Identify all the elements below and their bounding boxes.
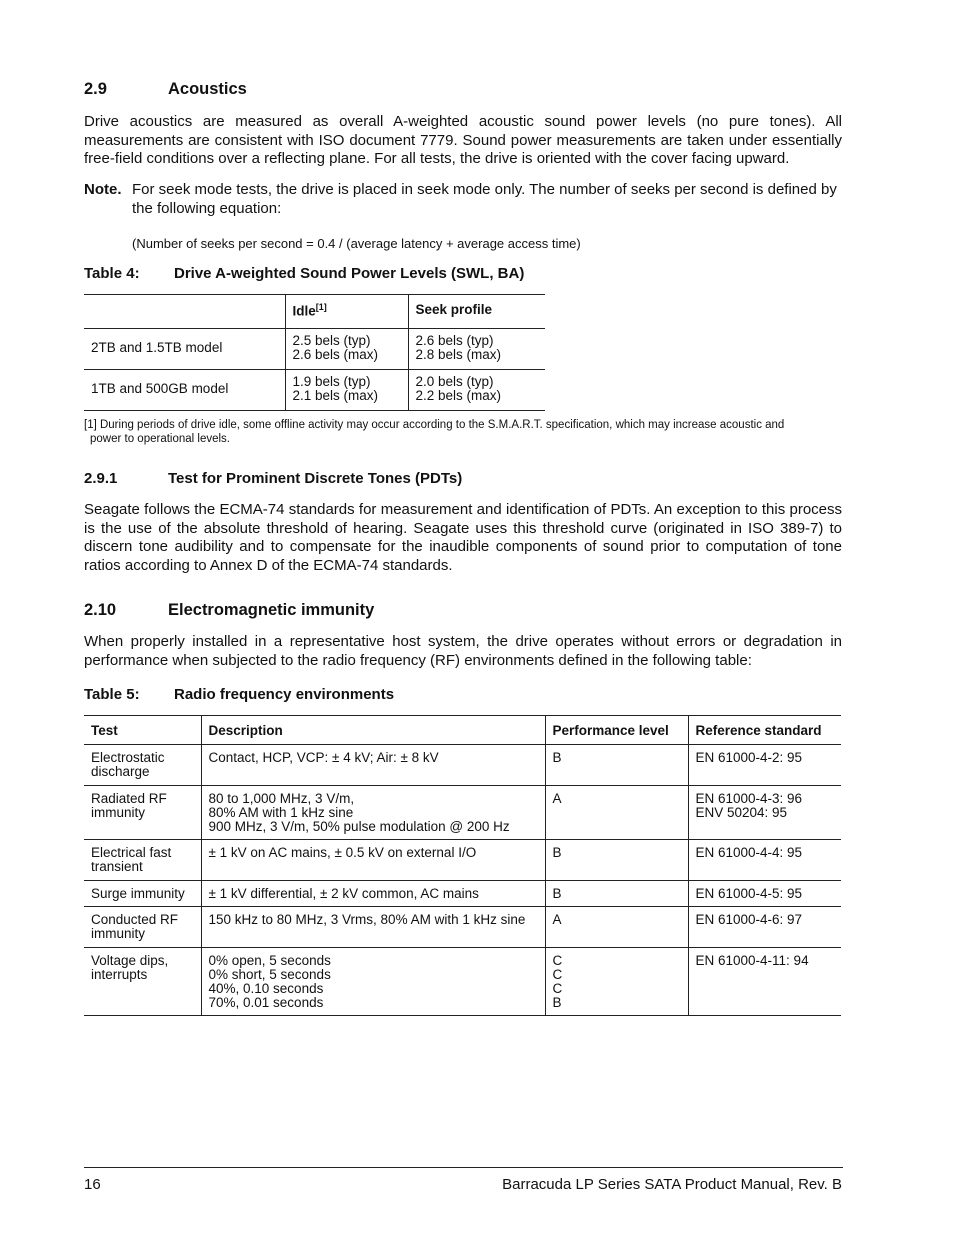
cell-line: 0% open, 5 seconds	[208, 953, 331, 968]
description-cell	[201, 948, 545, 1016]
cell-line: A	[552, 912, 562, 927]
cell-line: A	[552, 791, 562, 806]
cell-line: immunity	[91, 805, 146, 820]
note-text: For seek mode tests, the drive is placed in seek mode only. The number of seeks per second is defined by the following equation:	[132, 181, 837, 217]
table-header-test: Test	[84, 716, 201, 745]
cell-line: Electrostatic	[91, 750, 165, 765]
sound-power-table	[84, 294, 545, 411]
cell-line: Conducted RF	[91, 912, 179, 927]
footnote-line: [1] During periods of drive idle, some offline activity may occur according to the S.M.A.R.T. specification, which may increase acoustic and	[84, 419, 785, 431]
performance-cell	[545, 786, 688, 840]
reference-cell	[688, 840, 841, 881]
cell-line: B	[552, 995, 562, 1010]
table-header-description: Description	[201, 716, 545, 745]
section-number: 2.10	[84, 601, 117, 619]
cell-line: 0% short, 5 seconds	[208, 967, 331, 982]
table-row	[84, 907, 841, 948]
description-cell	[201, 840, 545, 881]
reference-cell	[688, 745, 841, 786]
page-number: 16	[84, 1176, 101, 1193]
table-row	[84, 745, 841, 786]
table-header-idle: Idle[1]	[285, 295, 408, 329]
table-header-performance: Performance level	[545, 716, 688, 745]
cell-line: B	[552, 845, 562, 860]
seek-cell: 2.6 bels (typ) 2.8 bels (max)	[408, 329, 545, 370]
table-header-row	[84, 716, 841, 745]
test-cell	[84, 881, 201, 907]
table-row	[84, 329, 545, 370]
test-cell	[84, 745, 201, 786]
cell-line: Contact, HCP, VCP: ± 4 kV; Air: ± 8 kV	[208, 750, 439, 765]
performance-cell	[545, 881, 688, 907]
cell-line: 900 MHz, 3 V/m, 50% pulse modulation @ 200 Hz	[208, 819, 510, 834]
table-row	[84, 786, 841, 840]
table4-footnote	[84, 418, 844, 446]
pdts-paragraph: Seagate follows the ECMA-74 standards for measurement and identification of PDTs. An exception to this process is the use of the absolute threshold of hearing. Seagate uses this threshold curve (originated in ISO 389-7) to discern tone audibility and to compensate for the inaudible components of sound prior to computation of tone ratios according to Annex D of the ECMA-74 standards.	[84, 501, 842, 574]
performance-cell	[545, 840, 688, 881]
idle-cell: 2.5 bels (typ) 2.6 bels (max)	[285, 329, 408, 370]
section-heading-pdts	[84, 470, 784, 490]
cell-line: Electrical fast	[91, 845, 172, 860]
cell-line: B	[552, 886, 562, 901]
table4-caption	[84, 265, 684, 285]
test-cell	[84, 840, 201, 881]
idle-cell: 1.9 bels (typ) 2.1 bels (max)	[285, 370, 408, 411]
description-cell	[201, 745, 545, 786]
em-immunity-paragraph: When properly installed in a representative host system, the drive operates without errors or degradation in performance when subjected to the radio frequency (RF) environments defined in the following table:	[84, 633, 842, 669]
reference-cell	[688, 881, 841, 907]
reference-cell	[688, 948, 841, 1016]
description-cell	[201, 881, 545, 907]
performance-cell	[545, 948, 688, 1016]
reference-cell	[688, 907, 841, 948]
cell-line: Radiated RF	[91, 791, 167, 806]
test-cell	[84, 907, 201, 948]
manual-title: Barracuda LP Series SATA Product Manual, Rev. B	[502, 1176, 842, 1193]
cell-line: ENV 50204: 95	[695, 805, 788, 820]
cell-line: ± 1 kV differential, ± 2 kV common, AC mains	[208, 886, 479, 901]
acoustics-paragraph: Drive acoustics are measured as overall A-weighted acoustic sound power levels (no pure tones). All measurements are consistent with ISO document 7779. Sound power measurements are taken under essentially free-field conditions over a reflecting plane. For all tests, the drive is oriented with the cover facing upward.	[84, 113, 842, 168]
note-label: Note.	[84, 181, 122, 198]
section-title: Electromagnetic immunity	[168, 601, 375, 619]
section-heading-acoustics	[84, 80, 784, 100]
model-cell: 1TB and 500GB model	[84, 370, 285, 411]
cell-line: EN 61000-4-2: 95	[695, 750, 803, 765]
cell-line: 80% AM with 1 kHz sine	[208, 805, 354, 820]
footer-divider	[84, 1167, 843, 1168]
table5-number: Table 5:	[84, 686, 140, 703]
table5-caption	[84, 686, 684, 706]
table-row	[84, 948, 841, 1016]
cell-line: EN 61000-4-4: 95	[695, 845, 803, 860]
cell-line: ± 1 kV on AC mains, ± 0.5 kV on external I/O	[208, 845, 477, 860]
note-block	[84, 180, 842, 220]
table4-title: Drive A-weighted Sound Power Levels (SWL, BA)	[174, 265, 525, 282]
description-cell	[201, 907, 545, 948]
reference-cell	[688, 786, 841, 840]
table5-title: Radio frequency environments	[174, 686, 395, 703]
rf-environments-table	[84, 715, 841, 1016]
cell-line: 80 to 1,000 MHz, 3 V/m,	[208, 791, 355, 806]
table-header-seek: Seek profile	[408, 295, 545, 329]
cell-line: discharge	[91, 764, 150, 779]
table-header-blank	[84, 295, 285, 329]
footnote-line: power to operational levels.	[90, 433, 230, 445]
cell-line: 150 kHz to 80 MHz, 3 Vrms, 80% AM with 1 kHz sine	[208, 912, 526, 927]
performance-cell	[545, 745, 688, 786]
section-heading-em-immunity	[84, 601, 784, 621]
description-cell	[201, 786, 545, 840]
cell-line: EN 61000-4-6: 97	[695, 912, 803, 927]
footnote-ref: [1]	[315, 302, 327, 312]
table-header-row	[84, 295, 545, 329]
cell-line: interrupts	[91, 967, 148, 982]
cell-line: EN 61000-4-3: 96	[695, 791, 803, 806]
model-cell: 2TB and 1.5TB model	[84, 329, 285, 370]
cell-line: C	[552, 967, 563, 982]
cell-line: EN 61000-4-5: 95	[695, 886, 803, 901]
seek-cell: 2.0 bels (typ) 2.2 bels (max)	[408, 370, 545, 411]
table-row	[84, 370, 545, 411]
section-title: Acoustics	[168, 80, 247, 98]
table-row	[84, 881, 841, 907]
table-header-reference: Reference standard	[688, 716, 841, 745]
seek-equation: (Number of seeks per second = 0.4 / (average latency + average access time)	[132, 236, 581, 251]
cell-line: 40%, 0.10 seconds	[208, 981, 324, 996]
performance-cell	[545, 907, 688, 948]
test-cell	[84, 948, 201, 1016]
section-title: Test for Prominent Discrete Tones (PDTs)	[168, 470, 463, 487]
cell-line: EN 61000-4-11: 94	[695, 953, 809, 968]
section-number: 2.9.1	[84, 470, 118, 487]
cell-line: Surge immunity	[91, 886, 185, 901]
table4-number: Table 4:	[84, 265, 140, 282]
cell-line: B	[552, 750, 562, 765]
cell-line: 70%, 0.01 seconds	[208, 995, 324, 1010]
table-row	[84, 840, 841, 881]
section-number: 2.9	[84, 80, 107, 98]
test-cell	[84, 786, 201, 840]
cell-line: Voltage dips,	[91, 953, 169, 968]
table-body	[84, 745, 841, 1016]
cell-line: C	[552, 953, 563, 968]
cell-line: transient	[91, 859, 143, 874]
cell-line: immunity	[91, 926, 146, 941]
cell-line: C	[552, 981, 563, 996]
